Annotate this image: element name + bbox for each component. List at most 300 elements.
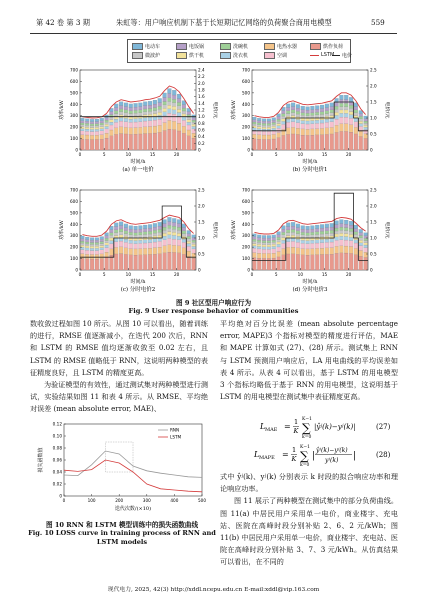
bar-segment-heater	[267, 253, 271, 258]
bar-segment-ac	[325, 122, 329, 128]
bar-segment-load	[114, 254, 118, 270]
bar-segment-load	[134, 255, 138, 270]
bar-segment-cooker	[138, 229, 142, 232]
equation-28	[252, 441, 398, 473]
bar-segment-ac	[330, 122, 334, 128]
y2-tick-label: 2.2	[198, 74, 205, 80]
bar-segment-cooker	[95, 122, 99, 124]
bar-segment-cooker	[344, 224, 348, 227]
bar-segment-ac	[192, 129, 196, 133]
y2-tick-label: 0	[198, 147, 201, 153]
bar-segment-heater	[277, 252, 281, 257]
bar-segment-dryer	[100, 127, 104, 129]
bar-segment-dryer	[95, 127, 99, 129]
bar-segment-microwave	[177, 106, 181, 109]
bar-segment-cooker	[320, 109, 324, 112]
bar-segment-dishwasher	[153, 108, 157, 111]
bar-segment-cooker	[257, 121, 261, 123]
load-swatch	[310, 43, 321, 50]
bar-segment-ac	[114, 122, 118, 128]
y2-tick-label: 1.0	[370, 115, 377, 121]
bar-segment-dishwasher	[272, 240, 276, 242]
bar-segment-load	[138, 255, 142, 270]
bar-segment-washer	[158, 238, 162, 241]
fig10-caption-en-1: Fig. 10 LOSS curve in training process of RNN and	[28, 529, 216, 537]
bar-segment-microwave	[281, 116, 285, 119]
x-tick-label: 200	[115, 498, 124, 503]
bar-segment-microwave	[286, 114, 290, 117]
bar-segment-microwave	[335, 109, 339, 112]
y-tick-label: 500	[242, 90, 250, 96]
bar-segment-load	[148, 133, 152, 150]
bar-segment-microwave	[272, 242, 276, 244]
bar-segment-load	[354, 134, 358, 150]
bar-segment-dishwasher	[138, 232, 142, 235]
bar-segment-microwave	[257, 125, 261, 127]
bar-segment-cooker	[182, 105, 186, 108]
bar-segment-heater	[114, 128, 118, 134]
bar-segment-ac	[262, 249, 266, 253]
bar-segment-dishwasher	[85, 242, 89, 244]
bar-segment-microwave	[114, 114, 118, 117]
bar-segment-dishwasher	[339, 227, 343, 230]
bar-segment-load	[100, 259, 104, 270]
y-tick-label: 300	[242, 233, 250, 239]
bar-segment-cooker	[330, 107, 334, 110]
bar-segment-heater	[320, 128, 324, 134]
bar-segment-heater	[167, 121, 171, 130]
bar-segment-microwave	[286, 233, 290, 236]
bar-segment-heater	[80, 254, 84, 259]
bar-segment-heater	[262, 135, 266, 139]
bar-segment-microwave	[344, 231, 348, 234]
bar-segment-load	[143, 134, 147, 150]
bar-segment-heater	[167, 245, 171, 252]
bar-segment-load	[90, 259, 94, 270]
bar-segment-heater	[335, 246, 339, 253]
y-tick-label: 600	[70, 78, 78, 84]
bar-segment-ac	[138, 122, 142, 128]
bar-segment-dryer	[109, 120, 113, 123]
bar-segment-dishwasher	[90, 124, 94, 126]
legend-item-dryer: 烘干机	[176, 52, 204, 59]
ev-swatch	[132, 43, 143, 50]
bar-segment-washer	[90, 248, 94, 250]
x-tick-label: 15	[149, 152, 156, 157]
bar-segment-ac	[272, 249, 276, 253]
y-tick-label: 300	[242, 113, 250, 119]
legend-item-dishwasher: 洗碗机	[220, 43, 248, 50]
bar-segment-heater	[134, 128, 138, 135]
bar-segment-washer	[330, 239, 334, 242]
bar-segment-microwave	[315, 234, 319, 237]
bar-segment-heater	[330, 127, 334, 134]
bar-segment-microwave	[138, 113, 142, 116]
bar-segment-load	[80, 139, 84, 150]
bar-segment-microwave	[114, 233, 118, 236]
bar-segment-ac	[330, 242, 334, 248]
bar-segment-dishwasher	[315, 232, 319, 235]
bar-segment-dishwasher	[177, 102, 181, 105]
bar-segment-dryer	[281, 119, 285, 122]
bar-segment-heater	[359, 131, 363, 137]
bar-segment-dishwasher	[158, 106, 162, 109]
bar-segment-heater	[301, 249, 305, 255]
bar-segment-washer	[335, 237, 339, 240]
chart-d-svg	[230, 184, 390, 296]
bar-segment-dishwasher	[163, 227, 167, 230]
bar-segment-cooker	[359, 233, 363, 236]
y2-tick-label: 1.6	[198, 94, 205, 100]
bar-segment-heater	[257, 135, 261, 139]
bar-segment-load	[148, 255, 152, 270]
bar-segment-microwave	[296, 114, 300, 117]
bar-segment-heater	[296, 128, 300, 134]
bar-segment-microwave	[349, 231, 353, 234]
bar-segment-ev	[134, 103, 138, 107]
bar-segment-dryer	[85, 127, 89, 129]
x-tick-label: 5	[102, 272, 106, 277]
bar-segment-ev	[192, 235, 196, 238]
bar-segment-washer	[291, 238, 295, 241]
bar-segment-heater	[335, 125, 339, 132]
bar-segment-cooker	[325, 228, 329, 231]
x-tick-label: 10	[125, 272, 132, 277]
bar-segment-ev	[90, 238, 94, 241]
bar-segment-heater	[364, 134, 368, 139]
bar-segment-heater	[95, 254, 99, 259]
bar-segment-cooker	[252, 237, 256, 240]
equation-28-svg	[252, 441, 398, 471]
bar-segment-microwave	[158, 109, 162, 112]
bar-segment-cooker	[359, 114, 363, 117]
y-tick-label: 700	[242, 187, 250, 193]
bar-segment-washer	[153, 239, 157, 242]
bar-segment-washer	[182, 117, 186, 120]
bar-segment-dishwasher	[310, 232, 314, 235]
y2-tick-label: 2.5	[370, 187, 377, 193]
bar-segment-heater	[177, 123, 181, 131]
bar-segment-cooker	[310, 110, 314, 113]
y2-tick-label: 0	[370, 147, 373, 153]
bar-segment-dishwasher	[182, 231, 186, 234]
bar-segment-heater	[359, 251, 363, 257]
bar-segment-dishwasher	[192, 120, 196, 122]
bar-segment-ac	[153, 120, 157, 126]
bar-segment-ac	[129, 122, 133, 128]
bar-segment-ac	[143, 121, 147, 127]
bar-segment-cooker	[272, 120, 276, 122]
bar-segment-microwave	[182, 234, 186, 237]
bar-segment-ev	[330, 103, 334, 107]
bar-segment-load	[119, 134, 123, 150]
bar-segment-cooker	[252, 120, 256, 122]
bar-segment-cooker	[90, 122, 94, 124]
bar-segment-ac	[109, 125, 113, 130]
bar-segment-dishwasher	[153, 230, 157, 233]
bar-segment-dishwasher	[267, 123, 271, 125]
bar-segment-ev	[143, 225, 147, 229]
bar-segment-dryer	[143, 115, 147, 118]
bar-segment-load	[315, 135, 319, 150]
bar-segment-microwave	[90, 244, 94, 246]
bar-segment-washer	[296, 239, 300, 242]
panel-subcaption: (a) 单一电价	[122, 167, 154, 173]
bar-segment-load	[257, 139, 261, 150]
bar-segment-dishwasher	[301, 232, 305, 235]
fig9-panel-d	[230, 184, 390, 296]
bar-segment-heater	[172, 121, 176, 129]
bar-segment-microwave	[177, 230, 181, 233]
bar-segment-cooker	[277, 117, 281, 120]
bar-segment-dishwasher	[90, 242, 94, 244]
bar-segment-load	[172, 252, 176, 270]
bar-segment-heater	[349, 125, 353, 132]
y2-tick-label: 1.5	[198, 219, 205, 225]
bar-segment-dryer	[344, 234, 348, 237]
bar-segment-ev	[330, 223, 334, 227]
bar-segment-ac	[105, 129, 109, 133]
bar-segment-cooker	[124, 107, 128, 110]
y-tick-label: 400	[70, 101, 78, 107]
bar-segment-washer	[354, 240, 358, 243]
bar-segment-load	[105, 257, 109, 270]
bar-segment-washer	[80, 247, 84, 249]
bar-segment-ac	[296, 123, 300, 128]
bar-segment-cooker	[80, 121, 84, 123]
bar-segment-microwave	[158, 232, 162, 235]
bar-segment-cooker	[119, 226, 123, 229]
bar-segment-dishwasher	[163, 102, 167, 105]
bar-segment-load	[306, 135, 310, 150]
bar-segment-ev	[277, 114, 281, 117]
bar-segment-heater	[315, 129, 319, 135]
bar-segment-cooker	[134, 230, 138, 233]
bar-segment-washer	[335, 115, 339, 119]
bar-segment-heater	[354, 248, 358, 254]
bar-segment-ev	[364, 116, 368, 119]
bar-segment-microwave	[349, 108, 353, 111]
bar-segment-dryer	[187, 120, 191, 123]
bar-segment-dishwasher	[105, 238, 109, 240]
bar-segment-ev	[158, 98, 162, 102]
bar-segment-cooker	[182, 228, 186, 231]
bar-segment-ac	[262, 131, 266, 135]
bar-segment-heater	[286, 247, 290, 254]
bar-segment-ev	[291, 222, 295, 226]
bar-segment-dryer	[277, 242, 281, 244]
bar-segment-microwave	[148, 234, 152, 237]
bar-segment-heater	[339, 246, 343, 253]
bar-segment-ac	[315, 123, 319, 128]
bar-segment-microwave	[172, 229, 176, 232]
bar-segment-microwave	[85, 244, 89, 246]
bar-segment-microwave	[100, 125, 104, 127]
bar-segment-dishwasher	[158, 229, 162, 232]
bar-segment-ac	[281, 124, 285, 129]
bar-segment-ev	[291, 103, 295, 107]
bar-segment-load	[339, 131, 343, 150]
x-tick-label: 20	[345, 272, 352, 277]
lstm-line-swatch	[310, 55, 319, 56]
bar-segment-microwave	[330, 113, 334, 116]
bar-segment-load	[192, 258, 196, 270]
bar-segment-cooker	[291, 226, 295, 229]
bar-segment-washer	[306, 241, 310, 244]
bar-segment-heater	[158, 247, 162, 254]
bar-segment-washer	[301, 121, 305, 124]
bar-segment-load	[143, 255, 147, 270]
bar-segment-ev	[364, 233, 368, 236]
bar-segment-cooker	[148, 228, 152, 231]
bar-segment-dishwasher	[143, 232, 147, 235]
bar-segment-ac	[100, 250, 104, 254]
bar-segment-ac	[281, 243, 285, 248]
bar-segment-dishwasher	[262, 123, 266, 125]
bar-segment-ac	[143, 243, 147, 248]
bar-segment-ac	[286, 242, 290, 248]
bar-segment-load	[277, 138, 281, 150]
y-tick-label: 400	[242, 221, 250, 227]
bar-segment-dryer	[252, 244, 256, 246]
bar-segment-ac	[310, 124, 314, 129]
bar-segment-heater	[85, 254, 89, 259]
cooker-swatch	[176, 43, 187, 50]
bar-segment-microwave	[325, 114, 329, 117]
bar-segment-ev	[114, 223, 118, 227]
bar-segment-microwave	[325, 234, 329, 237]
y2-tick-label: 1.5	[370, 219, 377, 225]
bar-segment-dryer	[158, 112, 162, 115]
y-tick-label: 0	[247, 147, 250, 153]
bar-segment-dryer	[163, 108, 167, 111]
bar-segment-cooker	[119, 106, 123, 109]
bar-segment-dishwasher	[80, 241, 84, 243]
fig9-legend	[127, 39, 351, 63]
right-text-1	[220, 318, 398, 403]
bar-segment-dishwasher	[119, 229, 123, 232]
bar-segment-microwave	[301, 115, 305, 118]
bar-segment-load	[85, 259, 89, 270]
bar-segment-heater	[105, 252, 109, 257]
bar-segment-ev	[320, 105, 324, 109]
bar-segment-ac	[359, 126, 363, 131]
y2-tick-label: 2.5	[198, 187, 205, 193]
y-tick-label: 300	[70, 113, 78, 119]
bar-segment-ev	[272, 118, 276, 121]
y-tick-label: 100	[70, 256, 78, 262]
bar-segment-ac	[359, 246, 363, 251]
bar-segment-load	[129, 255, 133, 270]
bar-segment-heater	[143, 248, 147, 254]
x-tick-label: 5	[274, 272, 278, 277]
bar-segment-cooker	[286, 108, 290, 111]
bar-segment-ac	[124, 122, 128, 128]
y2-axis-label: 电价/元	[212, 101, 218, 119]
bar-segment-cooker	[296, 228, 300, 231]
bar-segment-washer	[267, 247, 271, 249]
bar-segment-cooker	[109, 230, 113, 233]
bar-segment-load	[315, 255, 319, 270]
bar-segment-cooker	[138, 107, 142, 110]
y2-tick-label: 0	[198, 267, 201, 273]
bar-segment-washer	[320, 120, 324, 123]
bar-segment-washer	[281, 240, 285, 243]
bar-segment-dishwasher	[335, 228, 339, 231]
svg-text:K−1: K−1	[300, 445, 310, 450]
bar-segment-dryer	[177, 233, 181, 236]
bar-segment-washer	[315, 120, 319, 123]
bar-segment-load	[344, 253, 348, 270]
bar-segment-ac	[320, 123, 324, 128]
bar-segment-ev	[177, 220, 181, 224]
chart-a-svg	[58, 64, 218, 176]
bar-segment-washer	[134, 119, 138, 122]
bar-segment-microwave	[310, 235, 314, 238]
bar-segment-ac	[286, 122, 290, 128]
bar-segment-heater	[272, 134, 276, 139]
bar-segment-dishwasher	[364, 238, 368, 240]
bar-segment-load	[187, 257, 191, 270]
bar-segment-ev	[172, 218, 176, 222]
x-tick-label: 400	[170, 498, 179, 503]
bar-segment-ac	[138, 243, 142, 248]
bar-segment-dryer	[172, 106, 176, 110]
bar-segment-dryer	[291, 235, 295, 238]
svg-text:=: =	[282, 450, 289, 459]
bar-segment-dryer	[359, 121, 363, 123]
bar-segment-heater	[158, 125, 162, 132]
fig9-caption-zh: 图 9 社区型用户响应行为	[175, 299, 252, 307]
bar-segment-dishwasher	[105, 120, 109, 122]
bar-segment-load	[172, 130, 176, 150]
bar-segment-load	[330, 134, 334, 150]
bar-segment-washer	[364, 245, 368, 248]
bar-segment-heater	[310, 249, 314, 255]
bar-segment-washer	[349, 237, 353, 240]
bar-segment-heater	[281, 129, 285, 135]
bar-segment-load	[262, 139, 266, 150]
bar-segment-ac	[301, 124, 305, 129]
bar-segment-load	[330, 254, 334, 270]
bar-segment-cooker	[330, 227, 334, 230]
bar-segment-ac	[109, 244, 113, 249]
bar-segment-heater	[349, 247, 353, 254]
bar-segment-heater	[138, 249, 142, 255]
bar-segment-microwave	[95, 244, 99, 246]
bar-segment-ac	[134, 122, 138, 128]
bar-segment-washer	[163, 236, 167, 240]
svg-text:L: L	[254, 450, 260, 459]
bar-segment-dryer	[177, 109, 181, 112]
bar-segment-microwave	[143, 112, 147, 115]
bar-segment-cooker	[339, 224, 343, 228]
bar-segment-cooker	[349, 225, 353, 228]
bar-segment-dryer	[257, 244, 261, 246]
bar-segment-dishwasher	[167, 225, 171, 228]
bar-segment-ac	[134, 244, 138, 249]
bar-segment-ev	[315, 225, 319, 229]
eq27-sub: MAE	[265, 427, 278, 433]
bar-segment-ac	[177, 240, 181, 246]
x-tick-label: 20	[173, 152, 180, 157]
bar-segment-ac	[344, 240, 348, 246]
bar-segment-washer	[364, 127, 368, 129]
y2-tick-label: 0.8	[198, 120, 205, 126]
bar-segment-microwave	[129, 235, 133, 238]
y-tick-label: 400	[242, 101, 250, 107]
bar-segment-dryer	[109, 238, 113, 241]
